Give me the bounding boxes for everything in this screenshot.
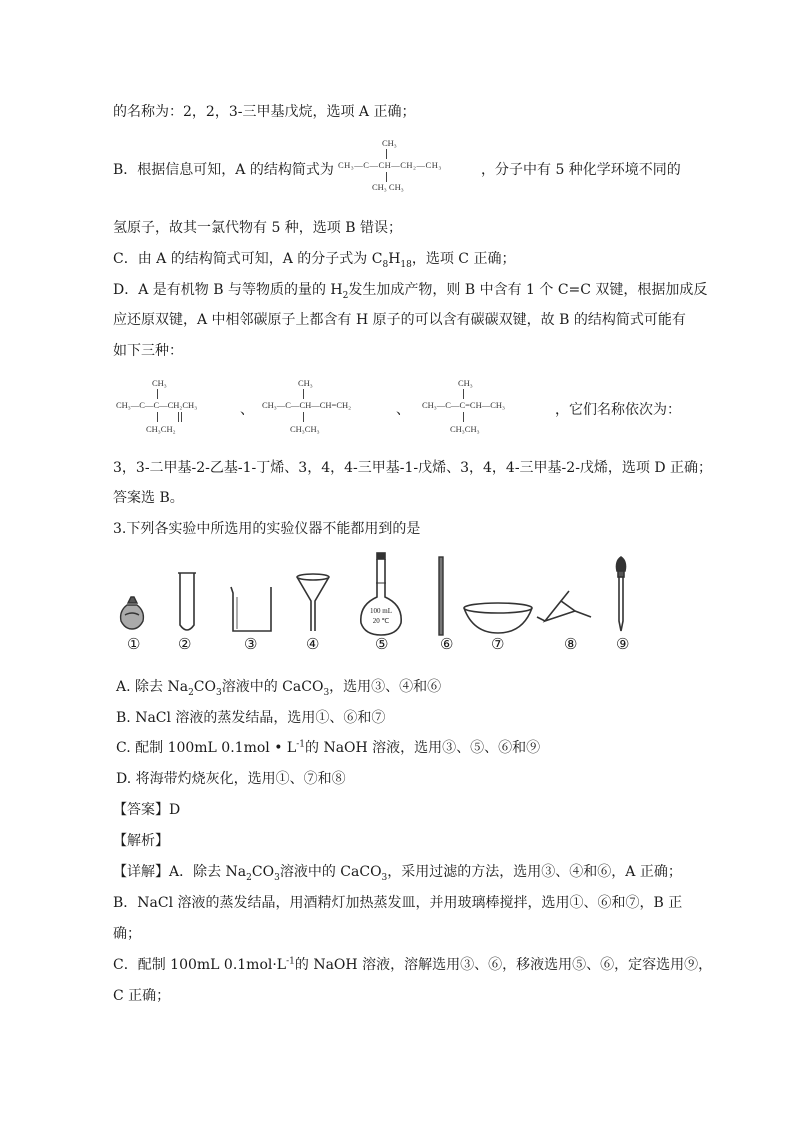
subscript: 3 bbox=[323, 687, 330, 698]
detail-line-3: 确； bbox=[113, 926, 141, 942]
analysis-label: 【解析】 bbox=[113, 833, 169, 849]
structure-b1-sub: CH₃CH₂ bbox=[146, 424, 176, 434]
subscript: 2 bbox=[342, 290, 349, 301]
evaporating-dish-icon bbox=[464, 603, 532, 633]
bond-line bbox=[386, 149, 387, 159]
structure-b3-main: CH₃—C—C=CH—CH₃ bbox=[422, 400, 505, 410]
superscript: -1 bbox=[286, 956, 295, 967]
subscript: 3 bbox=[274, 872, 280, 883]
text-line-8-tail: ，它们名称依次为： bbox=[555, 402, 681, 418]
text-line-9: 3，3-二甲基-2-乙基-1-丁烯、3，4，4-三甲基-1-戊烯、3，4，4-三甲基-2-戊烯，选项 D 正确； bbox=[113, 460, 713, 476]
structure-b2-main: CH₃—C—CH—CH=CH₂ bbox=[262, 400, 352, 410]
glass-rod-icon bbox=[439, 557, 443, 635]
text-line-6: 应还原双键，A 中相邻碳原子上都含有 H 原子的可以含有碳碳双键，故 B 的结构简式可能有 bbox=[113, 312, 686, 328]
bond-line bbox=[386, 172, 387, 182]
option-d: D. 将海带灼烧灰化，选用①、⑦和⑧ bbox=[116, 771, 346, 787]
bond-line bbox=[303, 389, 304, 399]
apparatus-label-2: ② bbox=[178, 635, 192, 653]
subscript: 2 bbox=[188, 687, 194, 698]
bond-line bbox=[157, 389, 158, 399]
text: C. 配制 100mL 0.1mol • L bbox=[116, 740, 297, 756]
structure-a-main: CH₃—C—CH—CH₂—CH₃ bbox=[338, 160, 442, 170]
separator: 、 bbox=[396, 402, 410, 418]
text: 溶液中的 CaCO bbox=[221, 679, 324, 695]
text-line-2b: ，分子中有 5 种化学环境不同的 bbox=[481, 162, 681, 178]
text: C．由 A 的结构简式可知，A 的分子式为 C bbox=[113, 251, 383, 267]
option-a bbox=[116, 677, 441, 697]
text-line-5 bbox=[113, 280, 707, 300]
text: A. 除去 Na bbox=[116, 679, 189, 695]
structure-a-sub: CH₃ CH₃ bbox=[372, 182, 404, 192]
structure-b2-top: CH₃ bbox=[298, 378, 313, 388]
subscript: 18 bbox=[400, 259, 412, 270]
detail-line-4 bbox=[113, 955, 712, 975]
text-line-1: 的名称为：2，2，3-三甲基戊烷，选项 A 正确； bbox=[113, 104, 416, 120]
test-tube-icon bbox=[178, 573, 196, 630]
beaker-icon bbox=[231, 587, 271, 631]
apparatus-label-3: ③ bbox=[244, 635, 258, 653]
structure-b3 bbox=[422, 378, 562, 440]
option-c bbox=[116, 738, 540, 758]
option-b: B. NaCl 溶液的蒸发结晶，选用①、⑥和⑦ bbox=[116, 710, 386, 726]
apparatus-label-5: ⑤ bbox=[375, 635, 389, 653]
text: 的 NaOH 溶液，选用③、⑤、⑥和⑨ bbox=[305, 740, 541, 756]
apparatus-label-9: ⑨ bbox=[616, 635, 630, 653]
text: 的 NaOH 溶液，溶解选用③、⑥，移液选用⑤、⑥，定容选用⑨， bbox=[294, 957, 713, 973]
structure-b1-main: CH₃—C—C—CH₂CH₃ bbox=[116, 400, 198, 410]
detail-line-2: B．NaCl 溶液的蒸发结晶，用酒精灯加热蒸发皿，并用玻璃棒搅拌，选用①、⑥和⑦，B 正 bbox=[113, 895, 683, 911]
text: CO bbox=[193, 679, 216, 695]
apparatus-label-4: ④ bbox=[306, 635, 320, 653]
flask-label-volume: 100 mL bbox=[370, 607, 392, 615]
structure-a bbox=[338, 138, 478, 196]
text: H bbox=[388, 251, 401, 267]
answer bbox=[113, 800, 180, 820]
structure-a-top: CH₃ bbox=[382, 138, 397, 148]
text: CO bbox=[251, 864, 275, 880]
text: ，采用过滤的方法，选用③、④和⑥，A 正确； bbox=[387, 864, 682, 880]
structure-b2 bbox=[262, 378, 402, 440]
bond-line bbox=[178, 412, 179, 422]
text-line-4 bbox=[113, 249, 515, 269]
text-line-2a: B．根据信息可知，A 的结构简式为 bbox=[113, 162, 334, 178]
alcohol-lamp-icon bbox=[121, 597, 144, 629]
structure-b3-top: CH₃ bbox=[458, 378, 473, 388]
text: D．A 是有机物 B 与等物质的量的 H bbox=[113, 282, 343, 298]
apparatus-label-8: ⑧ bbox=[564, 635, 578, 653]
text: C．配制 100mL 0.1mol·L bbox=[113, 957, 287, 973]
bond-line bbox=[463, 389, 464, 399]
flask-label-temp: 20 ℃ bbox=[372, 617, 390, 625]
clay-triangle-icon bbox=[537, 591, 591, 621]
structure-b1-top: CH₃ bbox=[152, 378, 167, 388]
text: ，选用③、④和⑥ bbox=[329, 679, 442, 695]
apparatus-label-6: ⑥ bbox=[440, 635, 454, 653]
answer-value: D bbox=[169, 802, 181, 818]
bond-line bbox=[303, 412, 304, 422]
apparatus-label-7: ⑦ bbox=[491, 635, 505, 653]
bond-line bbox=[157, 412, 158, 422]
apparatus-figure bbox=[113, 545, 673, 655]
answer-label: 【答案】 bbox=[113, 802, 169, 818]
text-line-7: 如下三种： bbox=[113, 343, 183, 359]
subscript: 3 bbox=[216, 687, 222, 698]
subscript: 8 bbox=[382, 259, 389, 270]
superscript: -1 bbox=[296, 739, 305, 750]
structure-b3-sub: CH₃CH₃ bbox=[450, 424, 480, 434]
text: 发生加成产物，则 B 中含有 1 个 C=C 双键，根据加成反 bbox=[348, 282, 708, 298]
detail-line-1 bbox=[113, 862, 682, 882]
text: 溶液中的 CaCO bbox=[279, 864, 382, 880]
structure-b1 bbox=[116, 378, 246, 440]
dropper-icon bbox=[617, 557, 626, 631]
text-line-3: 氢原子，故其一氯代物有 5 种，选项 B 错误； bbox=[113, 220, 402, 236]
subscript: 3 bbox=[381, 872, 388, 883]
subscript: 2 bbox=[246, 872, 252, 883]
text: 【详解】A．除去 Na bbox=[113, 864, 247, 880]
separator: 、 bbox=[240, 402, 254, 418]
text: ，选项 C 正确； bbox=[411, 251, 516, 267]
text-line-10: 答案选 B。 bbox=[113, 490, 184, 506]
apparatus-label-1: ① bbox=[127, 635, 141, 653]
detail-line-5: C 正确； bbox=[113, 988, 171, 1004]
bond-line bbox=[181, 412, 182, 422]
funnel-icon bbox=[297, 574, 329, 631]
bond-line bbox=[463, 412, 464, 422]
structure-b2-sub: CH₃CH₃ bbox=[290, 424, 320, 434]
question-3: 3.下列各实验中所选用的实验仪器不能都用到的是 bbox=[113, 521, 421, 537]
